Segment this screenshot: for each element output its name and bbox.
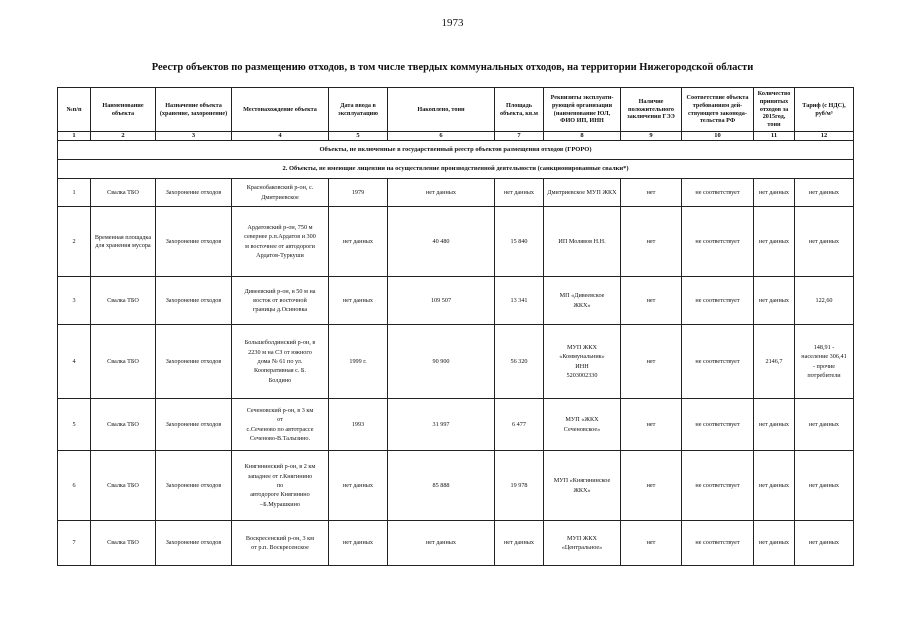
header-cell: Тариф (с НДС), руб/м³ xyxy=(795,88,854,132)
accepted-waste-2015: нет данных xyxy=(754,207,795,277)
gee-conclusion: нет xyxy=(621,277,682,325)
object-location-line: Краснобаковский р-он, с. Дмитриевское xyxy=(246,184,314,201)
object-purpose: Захоронение отходов xyxy=(156,399,232,451)
object-purpose: Захоронение отходов xyxy=(156,207,232,277)
tariff-line: нет данных xyxy=(808,481,840,489)
object-location-line: от xyxy=(277,416,283,424)
object-location-line: –Б.Мурашкино xyxy=(260,500,300,508)
tariff-line: 148,91 - xyxy=(813,344,835,352)
operator-details xyxy=(544,399,621,451)
commission-date: 1993 xyxy=(329,399,388,451)
table-row xyxy=(58,277,854,325)
tariff-line: потребители xyxy=(807,371,841,379)
operator-details xyxy=(544,277,621,325)
operator-details-line: МУП «Княгининское xyxy=(553,477,611,485)
accumulated-tons: 40 480 xyxy=(388,207,495,277)
object-location-line: восток от восточной xyxy=(253,296,307,304)
gee-conclusion: нет xyxy=(621,207,682,277)
operator-details-line: 5203002330 xyxy=(566,371,598,379)
object-location-line: Болдино xyxy=(268,376,292,384)
object-purpose: Захоронение отходов xyxy=(156,451,232,521)
row-number: 6 xyxy=(58,451,91,521)
header-cell: Местонахождение объекта xyxy=(232,88,329,132)
column-number: 2 xyxy=(91,132,156,141)
tariff-line: нет данных xyxy=(808,420,840,428)
object-location-line: 2230 м на СЗ от южного xyxy=(248,348,312,356)
operator-details-line: Сеченовское» xyxy=(563,425,601,433)
header-cell: Назначение объекта (хранение, захоронение) xyxy=(156,88,232,132)
compliance-status: не соответствует xyxy=(682,207,754,277)
object-location-line: Воскресенский р-он, 3 км xyxy=(245,534,315,542)
operator-details xyxy=(544,521,621,566)
page-number: 1973 xyxy=(441,17,464,29)
row-number: 5 xyxy=(58,399,91,451)
accumulated-tons: 31 997 xyxy=(388,399,495,451)
accepted-waste-2015: 2146,7 xyxy=(754,325,795,399)
operator-details-line: ЖКХ» xyxy=(573,301,591,309)
operator-details-line: МП «Дивеевское xyxy=(559,292,605,300)
object-name: Временная площадка для хранения мусора xyxy=(91,207,156,277)
operator-details-line: ИП Молявов Н.Н. xyxy=(558,237,606,245)
object-area: нет данных xyxy=(495,521,544,566)
operator-details-line: МУП «ЖКХ xyxy=(565,416,599,424)
object-name: Свалка ТБО xyxy=(91,179,156,207)
column-number: 9 xyxy=(621,132,682,141)
tariff xyxy=(795,179,854,207)
object-location-line: автодороге Княгинино xyxy=(250,491,310,499)
commission-date: 1979 xyxy=(329,179,388,207)
object-area: 56 320 xyxy=(495,325,544,399)
operator-details-line: «Центральное» xyxy=(561,544,603,552)
object-purpose: Захоронение отходов xyxy=(156,277,232,325)
row-number: 4 xyxy=(58,325,91,399)
object-purpose: Захоронение отходов xyxy=(156,521,232,566)
header-cell: Наименование объекта xyxy=(91,88,156,132)
object-location-line: севернее р.п.Ардатов и 300 xyxy=(244,233,316,241)
column-number-row xyxy=(58,132,854,141)
object-location-line: западнее от г.Княгинино xyxy=(247,472,313,480)
tariff xyxy=(795,207,854,277)
column-number: 4 xyxy=(232,132,329,141)
tariff xyxy=(795,277,854,325)
commission-date: нет данных xyxy=(329,451,388,521)
object-location-line: границы д.Осиновка xyxy=(252,306,308,314)
object-location xyxy=(232,521,329,566)
operator-details-line: МУП ЖКХ xyxy=(566,534,598,542)
table-row xyxy=(58,179,854,207)
accepted-waste-2015: нет данных xyxy=(754,399,795,451)
compliance-status: не соответствует xyxy=(682,179,754,207)
object-purpose: Захоронение отходов xyxy=(156,179,232,207)
compliance-status: не соответствует xyxy=(682,277,754,325)
tariff-line: нет данных xyxy=(808,188,840,196)
column-number: 3 xyxy=(156,132,232,141)
compliance-status: не соответствует xyxy=(682,325,754,399)
operator-details-line: МУП ЖКХ xyxy=(566,344,598,352)
header-cell: Накоплено, тонн xyxy=(388,88,495,132)
object-location-line: Ардатов-Туркуши xyxy=(256,251,304,259)
table-body xyxy=(58,179,854,566)
object-purpose: Захоронение отходов xyxy=(156,325,232,399)
object-location-line: м восточнее от автодороги xyxy=(245,242,315,250)
operator-details xyxy=(544,325,621,399)
compliance-status: не соответствует xyxy=(682,451,754,521)
object-name: Свалка ТБО xyxy=(91,325,156,399)
commission-date: 1999 г. xyxy=(329,325,388,399)
column-number: 12 xyxy=(795,132,854,141)
accepted-waste-2015: нет данных xyxy=(754,277,795,325)
object-area: 15 840 xyxy=(495,207,544,277)
table-row xyxy=(58,207,854,277)
object-location-line: с.Сеченово по автотрассе xyxy=(246,425,314,433)
object-area: нет данных xyxy=(495,179,544,207)
object-location-line: Сеченово-В.Талызино. xyxy=(249,434,311,442)
object-location-line: Княгининский р-он, в 2 км xyxy=(244,463,316,471)
accepted-waste-2015: нет данных xyxy=(754,179,795,207)
commission-date: нет данных xyxy=(329,207,388,277)
header-row xyxy=(58,88,854,132)
object-location-line: Дивеевский р-он, в 50 м на xyxy=(244,287,316,295)
tariff-line: нет данных xyxy=(808,539,840,547)
object-location xyxy=(232,399,329,451)
column-number: 6 xyxy=(388,132,495,141)
accumulated-tons: 90 900 xyxy=(388,325,495,399)
column-number: 5 xyxy=(329,132,388,141)
document-title: Реестр объектов по размещению отходов, в том числе твердых коммунальных отходов, на территории Нижегородской области xyxy=(151,62,754,73)
gee-conclusion: нет xyxy=(621,521,682,566)
accumulated-tons: 85 888 xyxy=(388,451,495,521)
operator-details xyxy=(544,179,621,207)
tariff xyxy=(795,521,854,566)
object-location xyxy=(232,325,329,399)
object-location-line: Кооперативная с. Б. xyxy=(253,367,307,375)
tariff-line: население 306,41 xyxy=(801,353,847,361)
table-row xyxy=(58,399,854,451)
object-location-line: Сеченовский р-он, в 3 км xyxy=(246,407,314,415)
tariff xyxy=(795,451,854,521)
operator-details-line: ЖКХ» xyxy=(573,486,591,494)
header-cell: Реквизиты эксплуати-рующей организации (наименование ЮЛ, ФИО ИП, ИНН xyxy=(544,88,621,132)
header-cell: Количество принятых отходов за 2015год, тонн xyxy=(754,88,795,132)
object-name: Свалка ТБО xyxy=(91,521,156,566)
object-area: 19 978 xyxy=(495,451,544,521)
row-number: 1 xyxy=(58,179,91,207)
column-number: 10 xyxy=(682,132,754,141)
operator-details-line: ИНН xyxy=(575,362,589,370)
operator-details xyxy=(544,451,621,521)
section-heading: Объекты, не включенные в государственный реестр объектов размещения отходов (ГРОРО) xyxy=(58,141,854,160)
accepted-waste-2015: нет данных xyxy=(754,521,795,566)
operator-details-line: Дмитриевское МУП ЖКХ xyxy=(547,188,617,196)
compliance-status: не соответствует xyxy=(682,399,754,451)
object-name: Свалка ТБО xyxy=(91,451,156,521)
header-cell: №п/п xyxy=(58,88,91,132)
object-area: 13 341 xyxy=(495,277,544,325)
object-area: 6 477 xyxy=(495,399,544,451)
tariff xyxy=(795,325,854,399)
tariff-line: - прочие xyxy=(812,362,836,370)
header-cell: Наличие положительного заключения ГЭЭ xyxy=(621,88,682,132)
accumulated-tons: нет данных xyxy=(388,179,495,207)
object-location-line: Ардатовский р-он, 750 м xyxy=(247,224,313,232)
tariff-line: нет данных xyxy=(808,237,840,245)
row-number: 2 xyxy=(58,207,91,277)
header-cell: Дата ввода в эксплуатацию xyxy=(329,88,388,132)
gee-conclusion: нет xyxy=(621,179,682,207)
object-location xyxy=(232,451,329,521)
object-location-line: дома № 61 по ул. xyxy=(257,357,303,365)
row-number: 3 xyxy=(58,277,91,325)
column-number: 11 xyxy=(754,132,795,141)
header-cell: Соответствие объекта требованиям дей-ствующего законода-тельства РФ xyxy=(682,88,754,132)
column-number: 1 xyxy=(58,132,91,141)
object-location-line: Большеболдинский р-он, в xyxy=(244,339,316,347)
operator-details xyxy=(544,207,621,277)
table-row xyxy=(58,451,854,521)
object-location xyxy=(232,277,329,325)
column-number: 8 xyxy=(544,132,621,141)
object-location-line: по xyxy=(276,481,284,489)
accepted-waste-2015: нет данных xyxy=(754,451,795,521)
object-location-line: от р.п. Воскресенское xyxy=(251,544,309,552)
gee-conclusion: нет xyxy=(621,451,682,521)
section-row xyxy=(58,160,854,179)
table-row xyxy=(58,325,854,399)
registry-table xyxy=(57,87,854,566)
accumulated-tons: 109 507 xyxy=(388,277,495,325)
tariff-line: 122,60 xyxy=(815,296,833,304)
column-number: 7 xyxy=(495,132,544,141)
compliance-status: не соответствует xyxy=(682,521,754,566)
commission-date: нет данных xyxy=(329,521,388,566)
accumulated-tons: нет данных xyxy=(388,521,495,566)
operator-details-line: «Коммунальник» xyxy=(559,353,605,361)
header-cell: Площадь объекта, кв.м xyxy=(495,88,544,132)
tariff xyxy=(795,399,854,451)
gee-conclusion: нет xyxy=(621,325,682,399)
object-location xyxy=(232,207,329,277)
table-row xyxy=(58,521,854,566)
commission-date: нет данных xyxy=(329,277,388,325)
section-row xyxy=(58,141,854,160)
object-name: Свалка ТБО xyxy=(91,277,156,325)
gee-conclusion: нет xyxy=(621,399,682,451)
section-heading: 2. Объекты, не имеющие лицензии на осуществление производственной деятельности (санкционированные свалки*) xyxy=(58,160,854,179)
object-name: Свалка ТБО xyxy=(91,399,156,451)
object-location xyxy=(232,179,329,207)
row-number: 7 xyxy=(58,521,91,566)
